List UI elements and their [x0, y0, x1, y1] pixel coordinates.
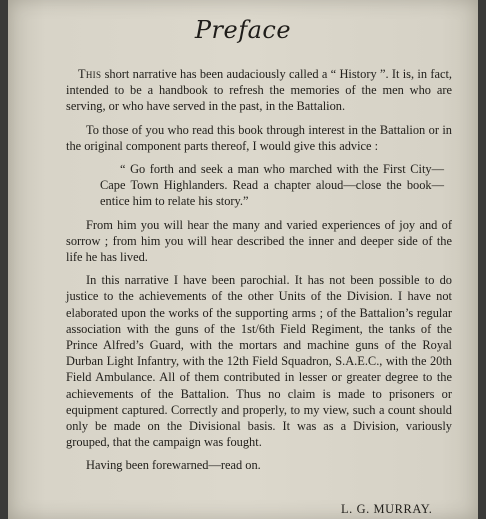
paragraph-3: From him you will hear the many and varied experiences of joy and of sorrow ; from him you will hear described the inner and deeper side of the life he has lived.	[66, 217, 452, 265]
paragraph-1-lead: This	[78, 67, 102, 81]
paragraph-5: Having been forewarned—read on.	[86, 458, 261, 473]
paragraph-4: In this narrative I have been parochial. It has not been possible to do justice to the achievements of the other Units of the Division. I have not elaborated upon the works of the supporting arms ; of the Battalion’s regular association with the guns of the 1st/6th Field Regiment, the tanks of the Prince Alfred’s Guard, with the mortars and machine guns of the Royal Durban Light Infantry, with the 12th Field Squadron, S.A.E.C., with the 20th Field Ambulance. All of them contributed in lesser or greater degree to the achievements of the Battalion. Thus no claim is made to prisoners or equipment captured. Correctly and properly, to my view, such a count should only be made on the Divisional basis. It was as a Division, variously grouped, that the campaign was fought.	[66, 273, 452, 450]
paragraph-2: To those of you who read this book through interest in the Battalion or in the original component parts thereof, I would give this advice :	[66, 122, 452, 153]
preface-body	[66, 66, 452, 481]
quote-paragraph: “ Go forth and seek a man who marched with the First City—Cape Town Highlanders. Read a chapter aloud—close the book—entice him to relate his story.”	[100, 162, 444, 209]
page-title: Preface	[194, 16, 292, 44]
book-page	[8, 0, 478, 519]
signature: L. G. MURRAY.	[341, 502, 433, 516]
paragraph-1	[66, 66, 452, 115]
paragraph-1-text: short narrative has been audaciously called a “ History ”. It is, in fact, intended to be a handbook to refresh the memories of the men who are serving, or who have served in the past, in the Battalion.	[66, 67, 452, 114]
